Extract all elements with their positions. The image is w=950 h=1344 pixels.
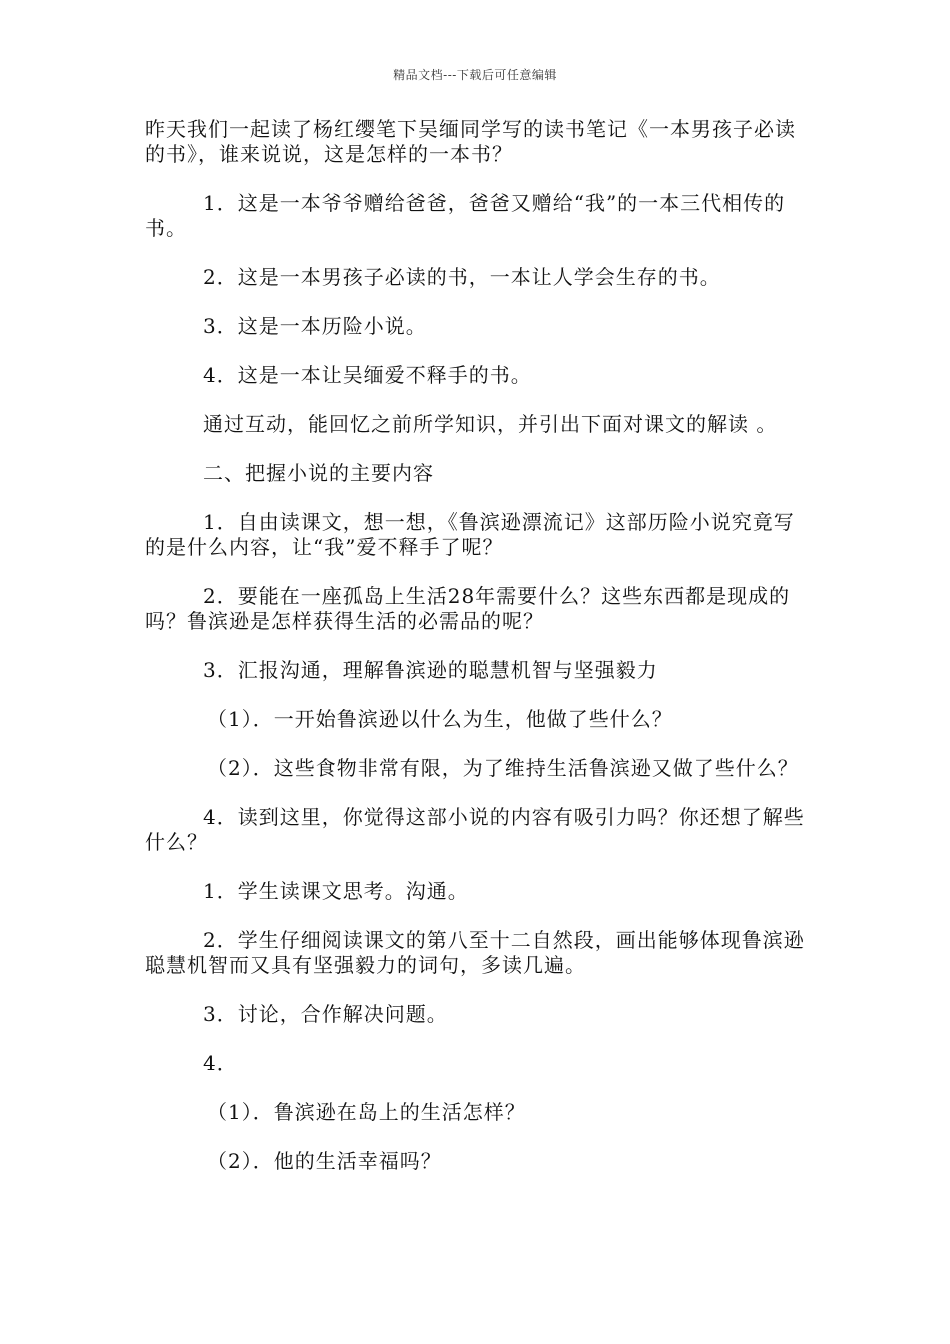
student-activity-1: 1．学生读课文思考。沟通。: [203, 879, 469, 903]
page-header: 精品文档---下载后可任意编辑: [393, 68, 557, 82]
activity-question-1: （1）．鲁滨逊在岛上的生活怎样？: [207, 1100, 526, 1124]
step-4: 4．读到这里，你觉得这部小说的内容有吸引力吗？你还想了解些什么？: [145, 805, 805, 854]
section-heading: 二、把握小说的主要内容: [203, 461, 434, 485]
sub-question-1: （1）．一开始鲁滨逊以什么为生，他做了些什么？: [207, 707, 673, 731]
answer-4: 4．这是一本让吴缅爱不释手的书。: [203, 363, 532, 387]
answer-3: 3．这是一本历险小说。: [203, 314, 427, 338]
answer-1: 1．这是一本爷爷赠给爸爸，爸爸又赠给“我”的一本三代相传的书。: [145, 191, 786, 240]
intro-paragraph: 昨天我们一起读了杨红缨笔下吴缅同学写的读书笔记《一本男孩子必读的书》，谁来说说，这是怎样的一本书？: [145, 117, 796, 166]
interaction-note: 通过互动，能回忆之前所学知识，并引出下面对课文的解读 。: [203, 412, 778, 436]
student-activity-2: 2．学生仔细阅读课文的第八至十二自然段，画出能够体现鲁滨逊聪慧机智而又具有坚强毅力的词句，多读几遍。: [145, 928, 805, 977]
step-3: 3．汇报沟通，理解鲁滨逊的聪慧机智与坚强毅力: [203, 658, 658, 682]
answer-2: 2．这是一本男孩子必读的书，一本让人学会生存的书。: [203, 265, 721, 289]
student-activity-3: 3．讨论，合作解决问题。: [203, 1002, 448, 1026]
step-2: 2．要能在一座孤岛上生活28年需要什么？这些东西都是现成的吗？鲁滨逊是怎样获得生活的必需品的呢？: [145, 584, 791, 633]
student-activity-4: 4．: [203, 1051, 238, 1075]
sub-question-2: （2）．这些食物非常有限，为了维持生活鲁滨逊又做了些什么？: [207, 756, 799, 780]
activity-question-2: （2）．他的生活幸福吗？: [207, 1149, 442, 1173]
step-1: 1．自由读课文，想一想，《鲁滨逊漂流记》这部历险小说究竟写的是什么内容，让“我”爱不释手了呢？: [145, 510, 795, 559]
document-body: [145, 117, 815, 1198]
